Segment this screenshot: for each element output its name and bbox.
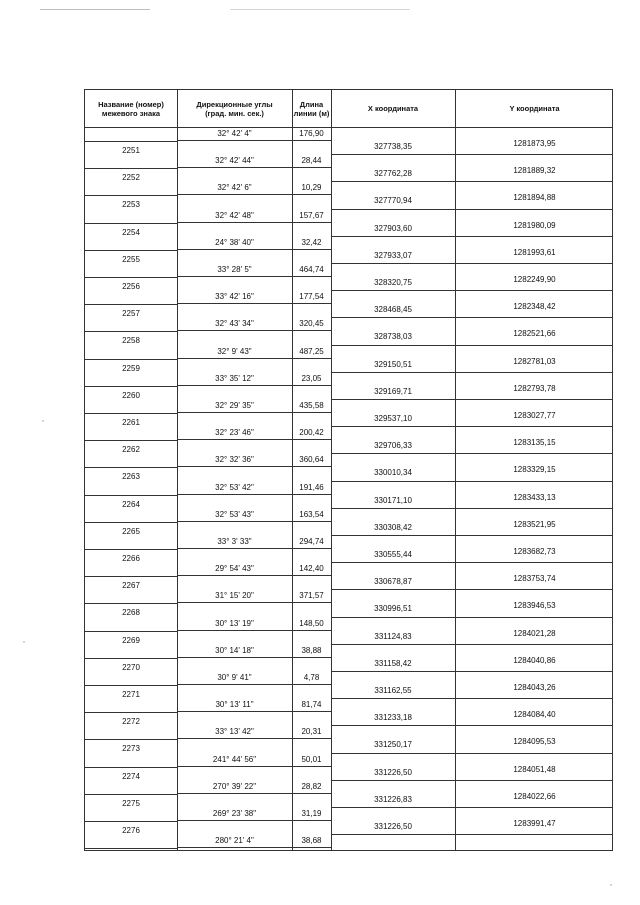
direction-angle: 280° 21' 4" <box>215 836 254 846</box>
header-point-name: Название (номер) межевого знака <box>98 99 164 118</box>
direction-angle: 32° 42' 48" <box>215 210 254 220</box>
y-coordinate: 1282521,66 <box>513 329 556 339</box>
row-divider <box>85 848 177 849</box>
row-divider <box>85 522 177 523</box>
row-divider <box>177 222 331 223</box>
direction-angle: 32° 43' 34" <box>215 319 254 329</box>
y-coordinate: 1281993,61 <box>513 247 556 257</box>
line-length: 38,88 <box>301 645 322 655</box>
point-name: 2255 <box>122 254 140 264</box>
x-coordinate: 330308,42 <box>374 522 412 532</box>
point-name: 2268 <box>122 608 140 618</box>
x-coordinate: 327903,60 <box>374 223 412 233</box>
row-divider <box>331 209 612 210</box>
line-length: 28,44 <box>301 156 322 166</box>
row-divider <box>331 154 612 155</box>
row-divider <box>177 330 331 331</box>
row-divider <box>85 495 177 496</box>
direction-angle: 33° 35' 12" <box>215 373 254 383</box>
point-name: 2256 <box>122 282 140 291</box>
point-name: 2265 <box>122 526 140 536</box>
line-length: 320,45 <box>299 319 324 329</box>
x-coordinate: 330010,34 <box>374 468 412 478</box>
row-divider <box>331 753 612 754</box>
y-coordinate: 1281980,09 <box>513 220 556 230</box>
x-coordinate: 329169,71 <box>374 386 412 396</box>
direction-angle: 33° 3' 33" <box>217 537 252 546</box>
row-divider <box>177 657 331 658</box>
point-name: 2274 <box>122 771 140 781</box>
x-coordinate: 330171,10 <box>374 495 412 505</box>
direction-angle: 32° 9' 43" <box>217 346 252 356</box>
boundary-survey-table <box>84 89 613 851</box>
y-coordinate: 1283946,53 <box>513 601 556 611</box>
row-divider <box>85 386 177 387</box>
y-coordinate: 1284043,26 <box>513 683 556 692</box>
scan-artifact-top-left <box>40 9 150 10</box>
x-coordinate: 331226,83 <box>374 794 412 804</box>
row-divider <box>177 738 331 739</box>
row-divider <box>85 603 177 604</box>
row-divider <box>85 712 177 713</box>
y-coordinate: 1282781,03 <box>513 356 556 366</box>
y-coordinate: 1282249,90 <box>513 275 556 284</box>
row-divider <box>85 304 177 305</box>
line-length: 50,01 <box>301 754 322 764</box>
row-divider <box>177 521 331 522</box>
line-length: 371,57 <box>299 591 324 601</box>
row-divider <box>331 698 612 699</box>
row-divider <box>331 317 612 318</box>
row-divider <box>85 767 177 768</box>
point-name: 2270 <box>122 662 140 672</box>
row-divider <box>85 549 177 550</box>
y-coordinate: 1281889,32 <box>513 166 556 176</box>
point-name: 2264 <box>122 499 140 509</box>
row-divider <box>331 780 612 781</box>
direction-angle: 32° 42' 44" <box>215 156 254 166</box>
x-coordinate: 331250,17 <box>374 740 412 750</box>
row-divider <box>177 494 331 495</box>
row-divider <box>177 385 331 386</box>
point-name: 2263 <box>122 472 140 482</box>
y-coordinate: 1283753,74 <box>513 574 556 584</box>
row-divider <box>177 358 331 359</box>
line-length: 464,74 <box>299 265 324 274</box>
direction-angle: 32° 42' 4" <box>217 129 252 138</box>
line-length: 23,05 <box>301 373 322 383</box>
row-divider <box>331 589 612 590</box>
x-coordinate: 327770,94 <box>374 196 412 206</box>
direction-angle: 32° 23' 46" <box>215 428 254 438</box>
line-length: 487,25 <box>299 346 324 356</box>
row-divider <box>177 466 331 467</box>
x-coordinate: 330996,51 <box>374 604 412 614</box>
line-length: 177,54 <box>299 292 324 302</box>
y-coordinate: 1284021,28 <box>513 628 556 638</box>
x-coordinate: 327762,28 <box>374 169 412 179</box>
line-length: 20,31 <box>301 727 322 737</box>
row-divider <box>85 739 177 740</box>
x-coordinate: 331158,42 <box>374 658 412 668</box>
direction-angle: 31° 15' 20" <box>215 591 254 601</box>
row-divider <box>331 181 612 182</box>
scan-dot <box>23 641 25 643</box>
point-name: 2273 <box>122 744 140 754</box>
row-divider <box>85 794 177 795</box>
row-divider <box>331 426 612 427</box>
row-divider <box>85 223 177 224</box>
row-divider <box>85 440 177 441</box>
row-divider <box>177 140 331 141</box>
direction-angle: 33° 42' 16" <box>215 292 254 302</box>
line-length: 435,58 <box>299 401 324 410</box>
line-length: 148,50 <box>299 618 324 628</box>
row-divider <box>331 725 612 726</box>
header-divider <box>85 127 612 128</box>
x-coordinate: 329537,10 <box>374 414 412 423</box>
point-name: 2267 <box>122 581 140 591</box>
direction-angle: 30° 14' 18" <box>215 645 254 655</box>
point-name: 2254 <box>122 227 140 237</box>
row-divider <box>177 820 331 821</box>
y-coordinate: 1283027,77 <box>513 411 556 420</box>
row-divider <box>331 562 612 563</box>
x-coordinate: 327738,35 <box>374 142 412 151</box>
header-direction-angle: Дирекционные углы (град. мин. сек.) <box>196 99 273 118</box>
scan-dot <box>610 884 612 886</box>
point-name: 2266 <box>122 554 140 563</box>
y-coordinate: 1284095,53 <box>513 737 556 747</box>
point-name: 2262 <box>122 445 140 455</box>
line-length: 200,42 <box>299 428 324 438</box>
y-coordinate: 1284051,48 <box>513 764 556 774</box>
line-length: 31,19 <box>301 809 322 818</box>
point-name: 2259 <box>122 363 140 373</box>
x-coordinate: 331233,18 <box>374 713 412 723</box>
row-divider <box>331 535 612 536</box>
point-name: 2271 <box>122 690 140 699</box>
header-y-coordinate: Y координата <box>509 104 560 113</box>
row-divider <box>331 644 612 645</box>
row-divider <box>177 194 331 195</box>
line-length: 163,54 <box>299 509 324 519</box>
row-divider <box>331 372 612 373</box>
line-length: 10,29 <box>301 183 322 193</box>
point-name: 2257 <box>122 309 140 319</box>
line-length: 176,90 <box>299 129 324 138</box>
point-name: 2269 <box>122 635 140 645</box>
y-coordinate: 1283433,13 <box>513 492 556 502</box>
row-divider <box>331 807 612 808</box>
row-divider <box>331 399 612 400</box>
row-divider <box>331 453 612 454</box>
y-coordinate: 1284022,66 <box>513 791 556 801</box>
point-name: 2275 <box>122 798 140 808</box>
row-divider <box>177 766 331 767</box>
row-divider <box>85 359 177 360</box>
y-coordinate: 1282793,78 <box>513 383 556 393</box>
row-divider <box>331 508 612 509</box>
header-line-length: Длина линии (м) <box>293 99 330 118</box>
row-divider <box>331 481 612 482</box>
row-divider <box>85 277 177 278</box>
direction-angle: 32° 42' 6" <box>217 183 252 193</box>
row-divider <box>331 345 612 346</box>
row-divider <box>331 617 612 618</box>
direction-angle: 33° 28' 5" <box>217 265 252 274</box>
x-coordinate: 327933,07 <box>374 250 412 260</box>
row-divider <box>331 671 612 672</box>
x-coordinate: 328738,03 <box>374 332 412 342</box>
direction-angle: 32° 29' 35" <box>215 401 254 410</box>
x-coordinate: 328468,45 <box>374 305 412 315</box>
x-coordinate: 331124,83 <box>374 631 412 641</box>
direction-angle: 32° 53' 42" <box>215 482 254 492</box>
x-coordinate: 330555,44 <box>374 550 412 559</box>
x-coordinate: 328320,75 <box>374 278 412 287</box>
row-divider <box>177 412 331 413</box>
point-name: 2272 <box>122 717 140 727</box>
y-coordinate: 1284040,86 <box>513 655 556 665</box>
row-divider <box>85 576 177 577</box>
point-name: 2253 <box>122 200 140 210</box>
line-length: 4,78 <box>303 673 320 682</box>
direction-angle: 33° 13' 42" <box>215 727 254 737</box>
point-name: 2260 <box>122 390 140 400</box>
row-divider <box>85 195 177 196</box>
x-coordinate: 331226,50 <box>374 767 412 777</box>
direction-angle: 32° 53' 43" <box>215 509 254 519</box>
direction-angle: 241° 44' 56" <box>212 754 257 764</box>
row-divider <box>331 290 612 291</box>
direction-angle: 32° 32' 36" <box>215 455 254 465</box>
row-divider <box>85 685 177 686</box>
line-length: 294,74 <box>299 537 324 546</box>
row-divider <box>85 467 177 468</box>
y-coordinate: 1281894,88 <box>513 193 556 203</box>
row-divider <box>85 413 177 414</box>
x-coordinate: 329706,33 <box>374 441 412 451</box>
row-divider <box>177 303 331 304</box>
point-name: 2251 <box>122 146 140 155</box>
x-coordinate: 331162,55 <box>374 686 412 695</box>
row-divider <box>85 821 177 822</box>
row-divider <box>177 711 331 712</box>
row-divider <box>177 276 331 277</box>
y-coordinate: 1284084,40 <box>513 710 556 720</box>
row-divider <box>177 439 331 440</box>
row-divider <box>85 631 177 632</box>
y-coordinate: 1283521,95 <box>513 519 556 529</box>
line-length: 81,74 <box>301 700 322 710</box>
row-divider <box>85 250 177 251</box>
row-divider <box>177 602 331 603</box>
row-divider <box>85 658 177 659</box>
direction-angle: 30° 13' 19" <box>215 618 254 628</box>
direction-angle: 30° 9' 41" <box>217 673 252 682</box>
direction-angle: 29° 54' 43" <box>215 564 254 574</box>
row-divider <box>85 168 177 169</box>
line-length: 157,67 <box>299 210 324 220</box>
line-length: 360,64 <box>299 455 324 465</box>
y-coordinate: 1283329,15 <box>513 465 556 475</box>
row-divider <box>177 548 331 549</box>
point-name: 2261 <box>122 418 140 427</box>
line-length: 142,40 <box>299 564 324 574</box>
scan-dot <box>42 420 44 422</box>
y-coordinate: 1282348,42 <box>513 302 556 312</box>
line-length: 28,82 <box>301 781 322 791</box>
row-divider <box>177 847 331 848</box>
row-divider <box>177 167 331 168</box>
line-length: 38,68 <box>301 836 322 846</box>
row-divider <box>85 331 177 332</box>
y-coordinate: 1283135,15 <box>513 438 556 448</box>
scan-artifact-top-right <box>230 9 410 10</box>
x-coordinate: 329150,51 <box>374 359 412 369</box>
header-x-coordinate: X координата <box>367 104 419 113</box>
row-divider <box>331 263 612 264</box>
row-divider <box>331 834 612 835</box>
direction-angle: 269° 23' 38" <box>212 809 257 818</box>
x-coordinate: 331226,50 <box>374 822 412 831</box>
row-divider <box>85 141 177 142</box>
line-length: 191,46 <box>299 482 324 492</box>
row-divider <box>177 249 331 250</box>
direction-angle: 24° 38' 40" <box>215 237 254 247</box>
point-name: 2252 <box>122 173 140 183</box>
x-coordinate: 330678,87 <box>374 577 412 587</box>
row-divider <box>177 630 331 631</box>
y-coordinate: 1283991,47 <box>513 819 556 828</box>
line-length: 32,42 <box>301 237 322 247</box>
direction-angle: 30° 13' 11" <box>215 700 254 710</box>
row-divider <box>177 793 331 794</box>
point-name: 2276 <box>122 826 140 835</box>
row-divider <box>177 684 331 685</box>
row-divider <box>331 236 612 237</box>
y-coordinate: 1283682,73 <box>513 547 556 556</box>
direction-angle: 270° 39' 22" <box>212 781 257 791</box>
point-name: 2258 <box>122 336 140 346</box>
y-coordinate: 1281873,95 <box>513 139 556 148</box>
row-divider <box>177 575 331 576</box>
